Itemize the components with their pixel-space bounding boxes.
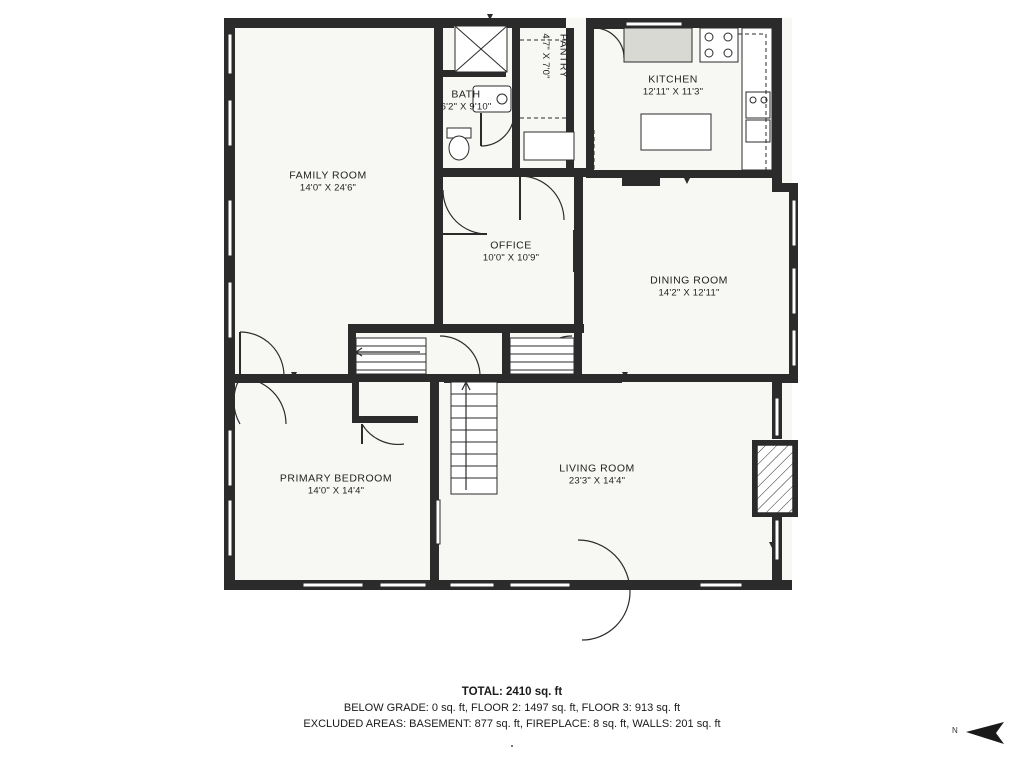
compass-arrow-icon [952,718,1012,748]
total-label: TOTAL: [461,686,503,698]
room-label-living-room: LIVING ROOM 23'3" X 14'4" [559,462,635,487]
interior-openings [436,500,440,544]
compass-rose [952,718,1012,748]
fireplace [757,445,793,513]
area-summary [0,684,1024,733]
compass-north-label: N [952,726,958,735]
room-label-dining-room: DINING ROOM 14'2" X 12'11" [650,274,728,299]
room-label-office: OFFICE 10'0" X 10'9" [482,239,540,264]
room-label-family-room: FAMILY ROOM 14'0" X 24'6" [289,169,367,194]
room-label-bath: BATH 6'2" X 9'10" [440,88,492,113]
breakdown-line: BELOW GRADE: 0 sq. ft, FLOOR 2: 1497 sq. ft, FLOOR 3: 913 sq. ft [343,701,681,714]
room-label-primary-bedroom: PRIMARY BEDROOM 14'0" X 14'4" [279,472,393,497]
room-label-pantry-dim: 4'7" X 7'0" [539,33,551,79]
room-label-kitchen: KITCHEN 12'11" X 11'3" [642,73,704,98]
excluded-line: EXCLUDED AREAS: BASEMENT: 877 sq. ft, FIREPLACE: 8 sq. ft, WALLS: 201 sq. ft [303,717,721,730]
total-line [0,684,1024,701]
total-value: 2410 sq. ft [505,686,563,698]
center-dot [511,745,513,747]
room-label-pantry: PANTRY [557,33,570,79]
